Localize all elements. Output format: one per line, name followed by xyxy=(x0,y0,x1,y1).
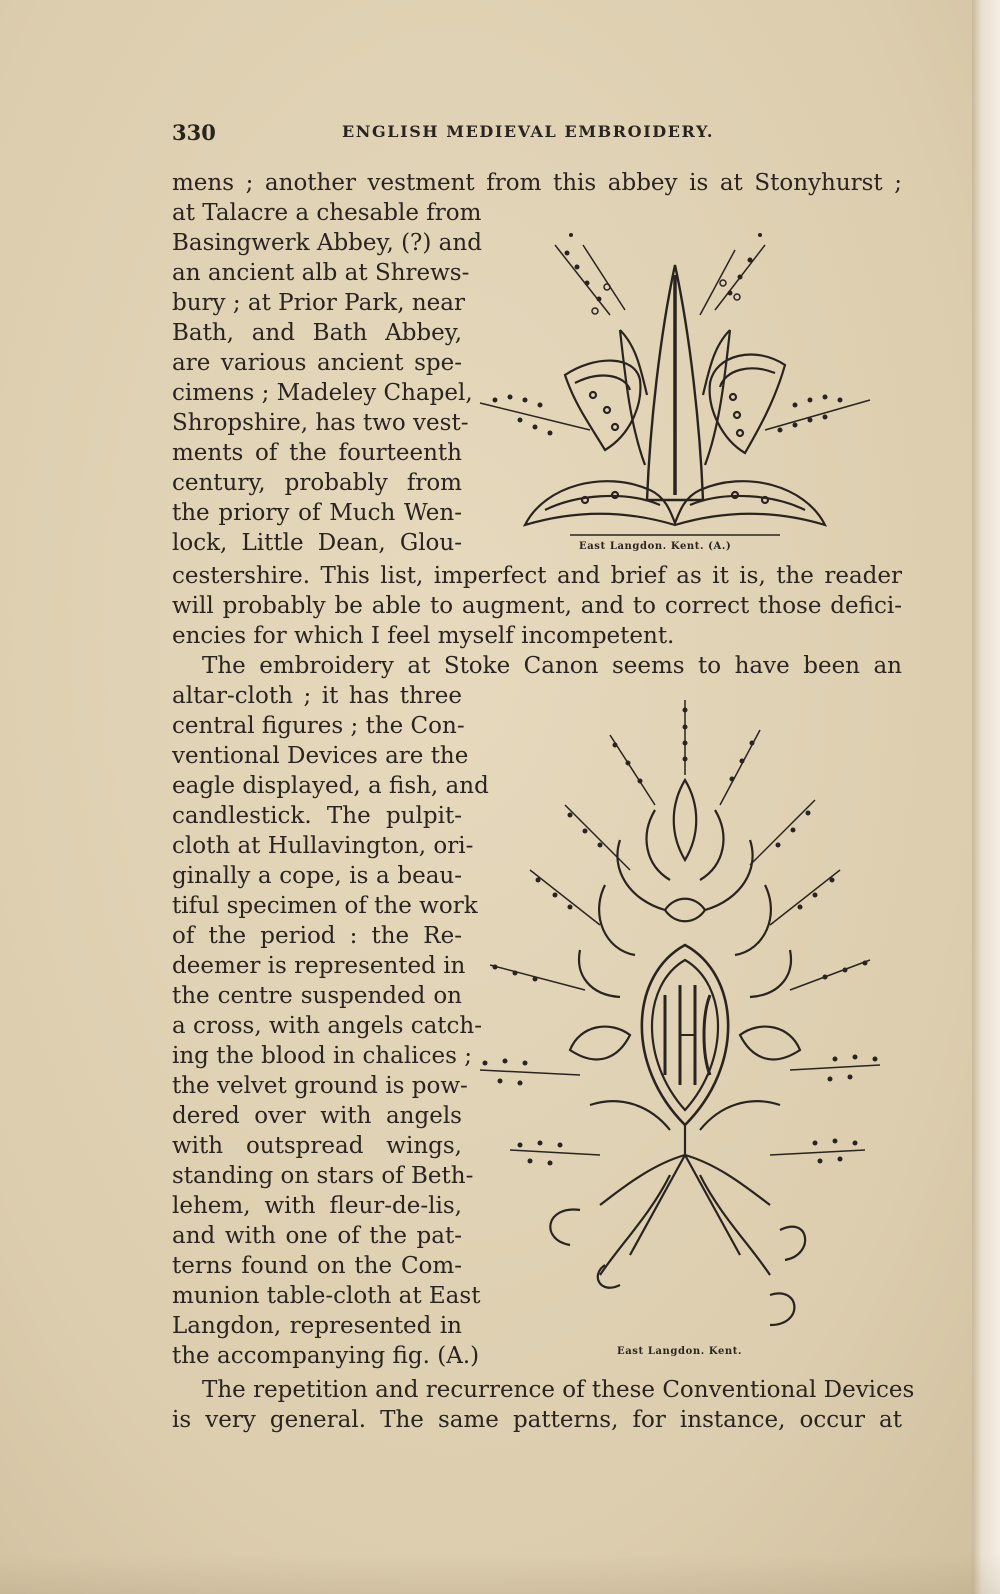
text-line: a cross, with angels catch- xyxy=(172,1013,483,1039)
text-line: ing the blood in chalices ; xyxy=(172,1043,472,1069)
text-line: and with one of the pat- xyxy=(172,1223,462,1249)
page-number: 330 xyxy=(172,120,216,145)
text-line: Basingwerk Abbey, (?) and xyxy=(172,230,482,256)
text-line: altar-cloth ; it has three xyxy=(172,683,462,709)
text-line: is very general. The same patterns, for instance, occur at xyxy=(172,1407,902,1433)
text-line: century, probably from xyxy=(172,470,462,496)
text-line: lehem, with fleur-de-lis, xyxy=(172,1193,462,1219)
page-edge xyxy=(972,0,1000,1594)
running-title: ENGLISH MEDIEVAL EMBROIDERY. xyxy=(342,122,715,141)
text-line: standing on stars of Beth- xyxy=(172,1163,474,1189)
figure-caption: East Langdon. Kent. (A.) xyxy=(579,541,732,552)
text-line: an ancient alb at Shrews- xyxy=(172,260,470,286)
text-line: deemer is represented in xyxy=(172,953,466,979)
text-line: of the period : the Re- xyxy=(172,923,462,949)
text-line: cimens ; Madeley Chapel, xyxy=(172,380,473,406)
text-line: lock, Little Dean, Glou- xyxy=(172,530,462,556)
text-line: the priory of Much Wen- xyxy=(172,500,462,526)
text-line: ventional Devices are the xyxy=(172,743,469,769)
text-line: The repetition and recurrence of these Conventional Devices xyxy=(202,1377,915,1403)
text-line: dered over with angels xyxy=(172,1103,462,1129)
text-line: Bath, and Bath Abbey, xyxy=(172,320,462,346)
text-line: candlestick. The pulpit- xyxy=(172,803,462,829)
text-line: mens ; another vestment from this abbey is at Stonyhurst ; xyxy=(172,170,902,196)
text-line: ginally a cope, is a beau- xyxy=(172,863,462,889)
text-line: bury ; at Prior Park, near xyxy=(172,290,465,316)
embroidery-plant-device-illustration xyxy=(475,205,875,540)
text-line: cestershire. This list, imperfect and brief as it is, the reader xyxy=(172,563,902,589)
text-line: cloth at Hullavington, ori- xyxy=(172,833,474,859)
text-line: will probably be able to augment, and to correct those defici- xyxy=(172,593,902,619)
text-line: Langdon, represented in xyxy=(172,1313,462,1339)
page-bottom-shadow xyxy=(0,1554,1000,1594)
text-line: Shropshire, has two vest- xyxy=(172,410,469,436)
text-line: central figures ; the Con- xyxy=(172,713,465,739)
text-line: at Talacre a chesable from xyxy=(172,200,482,226)
text-line: terns found on the Com- xyxy=(172,1253,462,1279)
page-header xyxy=(172,120,902,150)
text-line: munion table-cloth at East xyxy=(172,1283,481,1309)
text-line: the velvet ground is pow- xyxy=(172,1073,468,1099)
text-line: the accompanying fig. (A.) xyxy=(172,1343,480,1369)
text-line: the centre suspended on xyxy=(172,983,462,1009)
text-line: ments of the fourteenth xyxy=(172,440,462,466)
text-line: tiful specimen of the work xyxy=(172,893,478,919)
text-line: are various ancient spe- xyxy=(172,350,462,376)
text-line: with outspread wings, xyxy=(172,1133,462,1159)
text-line: The embroidery at Stoke Canon seems to have been an xyxy=(202,653,902,679)
figure-caption: East Langdon. Kent. xyxy=(617,1346,743,1357)
embroidery-monogram-device-illustration xyxy=(470,685,890,1350)
text-line: eagle displayed, a fish, and xyxy=(172,773,489,799)
text-line: encies for which I feel myself incompetent. xyxy=(172,623,675,649)
